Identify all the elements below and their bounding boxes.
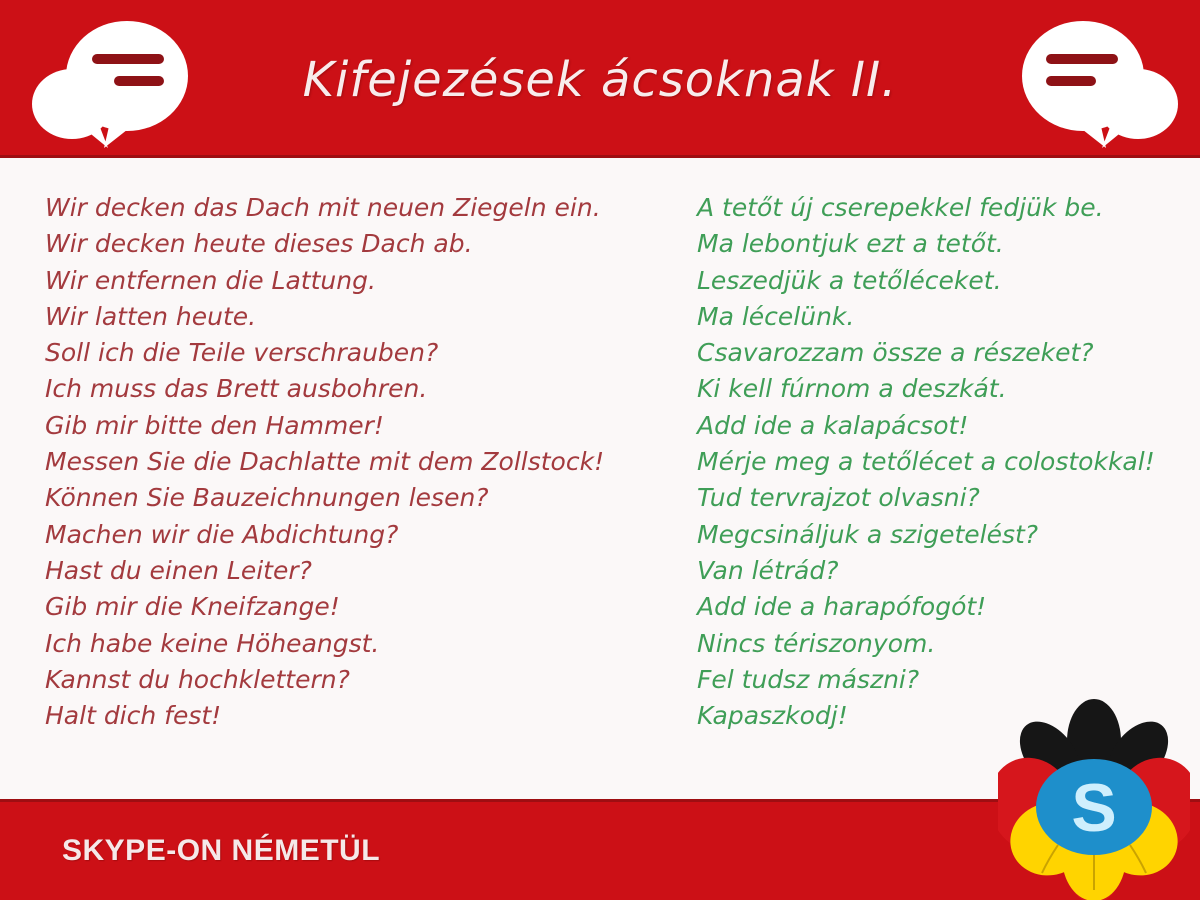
german-phrase: Kannst du hochklettern? (45, 664, 350, 694)
hungarian-phrase: Fel tudsz mászni? (697, 664, 920, 694)
page-title: Kifejezések ácsoknak II. (302, 52, 898, 108)
hungarian-phrase: Mérje meg a tetőlécet a colostokkal! (697, 447, 1155, 477)
hungarian-phrase: Ma lebontjuk ezt a tetőt. (697, 229, 1004, 259)
hungarian-phrase: Van létrád? (697, 555, 839, 585)
logo-letter: S (1071, 770, 1117, 846)
hungarian-phrase: Add ide a kalapácsot! (697, 410, 969, 440)
hungarian-phrase: Ki kell fúrnom a deszkát. (697, 374, 1007, 404)
german-phrase: Können Sie Bauzeichnungen lesen? (45, 483, 489, 513)
hungarian-phrase: Add ide a harapófogót! (697, 592, 987, 622)
hungarian-phrase-list (697, 190, 1155, 734)
german-phrase: Gib mir die Kneifzange! (45, 592, 340, 622)
hungarian-phrase: A tetőt új cserepekkel fedjük be. (697, 193, 1104, 222)
german-phrase: Ich muss das Brett ausbohren. (45, 374, 428, 404)
german-phrase: Ich habe keine Höheangst. (45, 628, 380, 658)
hungarian-phrase: Kapaszkodj! (697, 701, 848, 731)
hungarian-phrase: Csavarozzam össze a részeket? (697, 338, 1094, 368)
german-phrase: Gib mir bitte den Hammer! (45, 410, 384, 440)
brand-label: SKYPE-ON NÉMETÜL (62, 834, 381, 867)
german-phrase: Messen Sie die Dachlatte mit dem Zollstock! (45, 447, 605, 477)
german-phrase: Wir decken heute dieses Dach ab. (45, 229, 473, 259)
skype-german-flower-logo (998, 695, 1190, 900)
german-phrase: Machen wir die Abdichtung? (45, 519, 399, 549)
german-phrase: Soll ich die Teile verschrauben? (45, 338, 439, 368)
hungarian-phrase: Megcsináljuk a szigetelést? (697, 519, 1039, 549)
hungarian-phrase: Ma lécelünk. (697, 301, 855, 331)
hungarian-phrase: Tud tervrajzot olvasni? (697, 483, 980, 513)
hungarian-phrase: Leszedjük a tetőléceket. (697, 265, 1002, 295)
german-phrase: Wir latten heute. (45, 301, 257, 331)
german-phrase: Halt dich fest! (45, 701, 222, 731)
german-phrase: Hast du einen Leiter? (45, 555, 312, 585)
german-phrase-list (45, 190, 604, 734)
hungarian-phrase: Nincs tériszonyom. (697, 628, 936, 658)
german-phrase: Wir decken das Dach mit neuen Ziegeln ein. (45, 193, 601, 222)
german-phrase: Wir entfernen die Lattung. (45, 265, 376, 295)
